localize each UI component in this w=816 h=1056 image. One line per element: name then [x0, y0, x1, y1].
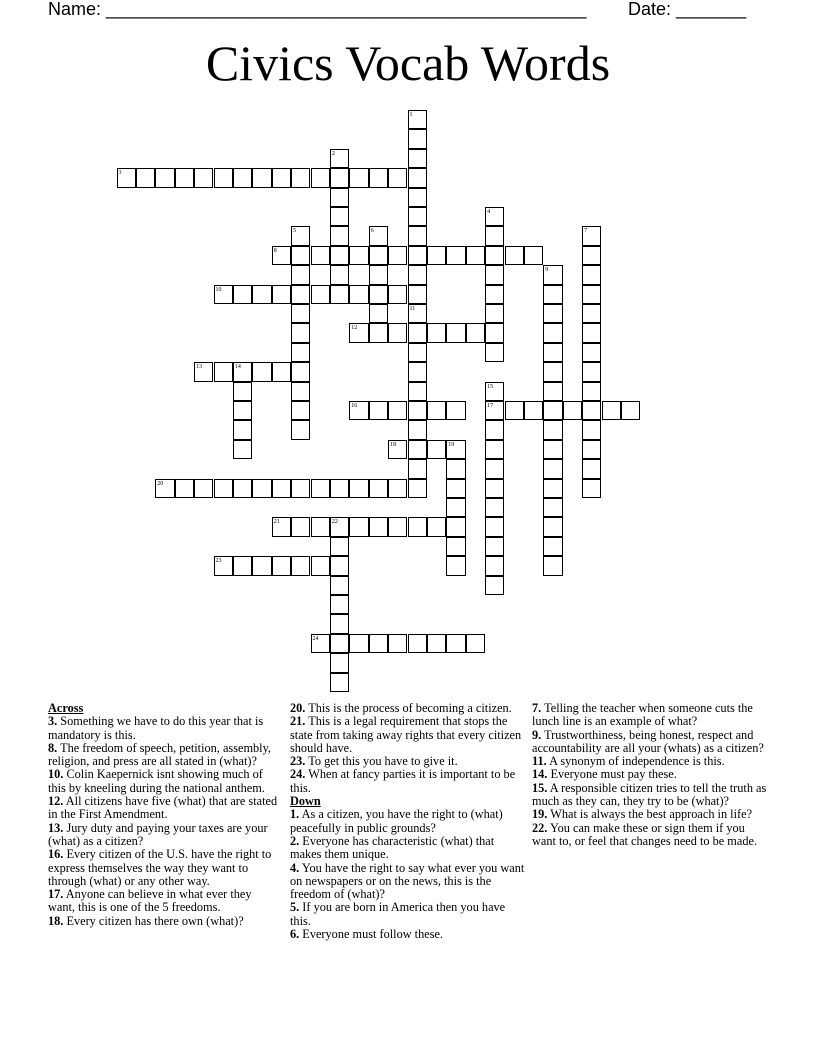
clue-item: [532, 782, 770, 809]
crossword-cell[interactable]: [466, 246, 485, 265]
crossword-cell[interactable]: [349, 479, 368, 498]
crossword-cell[interactable]: [408, 517, 427, 536]
clue-text: A responsible citizen tries to tell the truth as much as they can, they try to be (what)?: [532, 780, 767, 809]
crossword-cell[interactable]: [233, 440, 252, 459]
crossword-cell[interactable]: [408, 382, 427, 401]
crossword-cell[interactable]: [582, 401, 601, 420]
crossword-cell[interactable]: [427, 323, 446, 342]
crossword-cell[interactable]: [408, 343, 427, 362]
crossword-cell[interactable]: [252, 285, 271, 304]
crossword-cell[interactable]: [291, 556, 310, 575]
crossword-cell[interactable]: [582, 304, 601, 323]
crossword-cell[interactable]: [388, 479, 407, 498]
crossword-cell[interactable]: [349, 246, 368, 265]
crossword-cell[interactable]: [214, 479, 233, 498]
clue-text: You have the right to say what ever you want on newspapers or on the news, this is the freedom of (what)?: [290, 860, 525, 902]
crossword-cell[interactable]: [330, 614, 349, 633]
crossword-cell[interactable]: [291, 323, 310, 342]
crossword-cell[interactable]: [485, 323, 504, 342]
crossword-cell[interactable]: [408, 362, 427, 381]
crossword-cell[interactable]: [427, 440, 446, 459]
crossword-cell[interactable]: [543, 304, 562, 323]
clue-number: 9.: [532, 727, 542, 742]
name-field-label[interactable]: Name: ________________________________________________: [48, 0, 587, 19]
clue-text: This is a legal requirement that stops the state from taking away rights that every citizen should have.: [290, 714, 522, 755]
crossword-cell[interactable]: [408, 323, 427, 342]
clue-item: [290, 808, 526, 835]
crossword-cell[interactable]: [543, 498, 562, 517]
crossword-cell[interactable]: [408, 479, 427, 498]
crossword-cell[interactable]: [524, 246, 543, 265]
clue-number-label: 1: [409, 112, 413, 118]
clue-item: [48, 888, 280, 915]
crossword-cell[interactable]: [485, 285, 504, 304]
crossword-cell[interactable]: [485, 420, 504, 439]
crossword-cell[interactable]: [485, 517, 504, 536]
clue-item: [48, 795, 280, 822]
crossword-cell[interactable]: [311, 285, 330, 304]
clue-column-1: [48, 702, 280, 928]
crossword-cell[interactable]: [485, 440, 504, 459]
crossword-cell[interactable]: [466, 634, 485, 653]
crossword-cell[interactable]: [330, 479, 349, 498]
crossword-cell[interactable]: [369, 304, 388, 323]
clue-number-label: 13: [196, 364, 203, 371]
clue-number-label: 8: [273, 247, 277, 254]
clue-text: As a citizen, you have the right to (what) peacefully in public grounds?: [290, 807, 503, 835]
crossword-cell[interactable]: [485, 498, 504, 517]
crossword-cell[interactable]: [330, 265, 349, 284]
clue-text: Colin Kaepernick isnt showing much of this by kneeling during the national anthem.: [48, 767, 265, 795]
crossword-cell[interactable]: [505, 401, 524, 420]
crossword-cell[interactable]: [485, 246, 504, 265]
page-title: Civics Vocab Words: [205, 35, 611, 91]
clue-item: [290, 862, 526, 902]
date-field-label[interactable]: Date: _______: [628, 0, 747, 19]
clue-number-label: 18: [390, 441, 397, 448]
clue-item: [532, 808, 770, 821]
clue-number: 1.: [290, 807, 300, 822]
clue-text: Everyone must follow these.: [299, 927, 444, 942]
clue-number-label: 4: [487, 209, 491, 215]
crossword-cell[interactable]: [291, 246, 310, 265]
crossword-cell[interactable]: [427, 246, 446, 265]
crossword-cell[interactable]: [136, 168, 155, 187]
crossword-cell[interactable]: [485, 479, 504, 498]
crossword-cell[interactable]: [408, 188, 427, 207]
crossword-cell[interactable]: [311, 517, 330, 536]
crossword-cell[interactable]: [388, 401, 407, 420]
crossword-cell[interactable]: [543, 343, 562, 362]
clue-number: 16.: [48, 847, 64, 862]
crossword-cell[interactable]: [543, 517, 562, 536]
clue-text: If you are born in America then you have this.: [290, 900, 506, 928]
crossword-cell[interactable]: [291, 479, 310, 498]
crossword-cell[interactable]: [388, 285, 407, 304]
clue-text: Every citizen of the U.S. have the right to express themselves the way they want to through (what) or any other way.: [48, 847, 272, 888]
crossword-cell[interactable]: [369, 265, 388, 284]
crossword-cell[interactable]: [252, 479, 271, 498]
crossword-cell[interactable]: [582, 246, 601, 265]
clue-number: 24.: [290, 767, 306, 782]
crossword-cell[interactable]: [485, 265, 504, 284]
crossword-cell[interactable]: [543, 459, 562, 478]
crossword-cell[interactable]: [408, 440, 427, 459]
crossword-cell[interactable]: [543, 440, 562, 459]
crossword-cell[interactable]: [175, 479, 194, 498]
crossword-cell[interactable]: [194, 479, 213, 498]
clue-item: [48, 848, 280, 888]
clue-number-label: 2: [331, 150, 335, 157]
crossword-cell[interactable]: [233, 401, 252, 420]
clue-item: [532, 702, 770, 729]
clue-text: Anyone can believe in what ever they want, this is one of the 5 freedoms.: [48, 887, 252, 915]
crossword-cell[interactable]: [582, 265, 601, 284]
crossword-cell[interactable]: [175, 168, 194, 187]
clue-item: [532, 768, 770, 781]
clue-number-label: 15: [487, 383, 494, 390]
clue-item: [290, 715, 526, 755]
crossword-cell[interactable]: [543, 285, 562, 304]
clue-number: 15.: [532, 780, 548, 795]
crossword-cell[interactable]: [291, 401, 310, 420]
crossword-cell[interactable]: [233, 420, 252, 439]
clue-number-label: 19: [448, 441, 455, 448]
crossword-cell[interactable]: [272, 285, 291, 304]
crossword-cell[interactable]: [233, 556, 252, 575]
crossword-cell[interactable]: [427, 634, 446, 653]
crossword-cell[interactable]: [582, 459, 601, 478]
clue-number-label: 23: [215, 558, 222, 565]
crossword-cell[interactable]: [330, 168, 349, 187]
clue-item: [290, 901, 526, 928]
clue-number: 17.: [48, 887, 64, 902]
crossword-cell[interactable]: [485, 537, 504, 556]
crossword-cell[interactable]: [369, 323, 388, 342]
crossword-cell[interactable]: [291, 168, 310, 187]
clue-item: [290, 755, 526, 768]
clue-number: 3.: [48, 714, 58, 729]
crossword-cell[interactable]: [582, 285, 601, 304]
crossword-cell[interactable]: [543, 556, 562, 575]
crossword-cell[interactable]: [446, 459, 465, 478]
crossword-cell[interactable]: [330, 226, 349, 245]
clue-number-label: 24: [312, 635, 319, 642]
crossword-cell[interactable]: [330, 634, 349, 653]
crossword-cell[interactable]: [408, 634, 427, 653]
crossword-cell[interactable]: [427, 401, 446, 420]
clue-number-label: 21: [273, 519, 280, 526]
clue-number: 23.: [290, 754, 306, 769]
down-heading: Down: [290, 794, 321, 809]
crossword-cell[interactable]: [233, 479, 252, 498]
crossword-cell[interactable]: [291, 420, 310, 439]
clue-number: 21.: [290, 714, 306, 729]
crossword-cell[interactable]: [446, 517, 465, 536]
clue-text: Every citizen has there own (what)?: [63, 913, 244, 928]
clue-number: 11.: [532, 754, 547, 769]
crossword-cell[interactable]: [485, 556, 504, 575]
crossword-cell[interactable]: [408, 265, 427, 284]
crossword-cell[interactable]: [330, 673, 349, 692]
crossword-cell[interactable]: [330, 537, 349, 556]
crossword-cell[interactable]: [582, 440, 601, 459]
crossword-cell[interactable]: [349, 517, 368, 536]
crossword-cell[interactable]: [563, 401, 582, 420]
crossword-cell[interactable]: [408, 401, 427, 420]
crossword-cell[interactable]: [543, 323, 562, 342]
crossword-cell[interactable]: [446, 556, 465, 575]
crossword-cell[interactable]: [233, 285, 252, 304]
clue-text: When at fancy parties it is important to be this.: [290, 767, 516, 795]
clue-number-label: 9: [545, 267, 549, 274]
clue-number-label: 11: [409, 306, 416, 312]
crossword-cell[interactable]: [330, 285, 349, 304]
clue-text: Everyone has characteristic (what) that makes them unique.: [290, 833, 495, 862]
crossword-cell[interactable]: [330, 207, 349, 226]
crossword-cell[interactable]: [369, 168, 388, 187]
clue-number: 20.: [290, 701, 306, 715]
crossword-cell[interactable]: [291, 265, 310, 284]
clue-number-label: 17: [487, 403, 494, 409]
crossword-cell[interactable]: [252, 362, 271, 381]
crossword-cell[interactable]: [408, 129, 427, 148]
crossword-cell[interactable]: [543, 420, 562, 439]
clue-number: 8.: [48, 740, 58, 755]
crossword-cell[interactable]: [291, 304, 310, 323]
clue-number: 7.: [532, 701, 542, 715]
crossword-cell[interactable]: [446, 498, 465, 517]
clue-number: 13.: [48, 820, 64, 835]
crossword-cell[interactable]: [155, 168, 174, 187]
clue-text: Everyone must pay these.: [547, 767, 677, 782]
crossword-cell[interactable]: [311, 246, 330, 265]
crossword-cell[interactable]: [252, 556, 271, 575]
clue-item: [290, 702, 526, 715]
clue-text: All citizens have five (what) that are stated in the First Amendment.: [48, 794, 278, 822]
crossword-cell[interactable]: [330, 576, 349, 595]
crossword-cell[interactable]: [311, 479, 330, 498]
clue-number: 14.: [532, 767, 548, 782]
clue-item: [48, 915, 280, 928]
clue-text: What is always the best approach in life?: [547, 807, 753, 822]
clue-number-label: 14: [234, 364, 241, 371]
crossword-cell[interactable]: [408, 285, 427, 304]
crossword-cell[interactable]: [311, 556, 330, 575]
clue-text: A synonym of independence is this.: [546, 754, 725, 769]
crossword-cell[interactable]: [311, 168, 330, 187]
crossword-cell[interactable]: [582, 420, 601, 439]
clue-text: You can make these or sign them if you want to, or feel that changes need to be made.: [532, 820, 758, 848]
crossword-cell[interactable]: [485, 343, 504, 362]
clue-text: Telling the teacher when someone cuts the lunch line is an example of what?: [532, 701, 753, 729]
crossword-cell[interactable]: [543, 362, 562, 381]
crossword-cell[interactable]: [505, 246, 524, 265]
clue-item: [532, 755, 770, 768]
clue-number-label: 22: [331, 519, 338, 526]
clue-number-label: 6: [370, 228, 374, 235]
clue-number-label: 16: [351, 403, 358, 409]
crossword-cell[interactable]: [582, 323, 601, 342]
crossword-cell[interactable]: [369, 401, 388, 420]
crossword-cell[interactable]: [330, 653, 349, 672]
crossword-cell[interactable]: [272, 362, 291, 381]
crossword-cell[interactable]: [446, 634, 465, 653]
clue-number: 12.: [48, 794, 64, 809]
crossword-cell[interactable]: [582, 362, 601, 381]
clue-item: [532, 729, 770, 756]
crossword-cell[interactable]: [408, 226, 427, 245]
clue-item: [48, 742, 280, 769]
crossword-cell[interactable]: [252, 168, 271, 187]
clue-item: [532, 822, 770, 849]
crossword-cell[interactable]: [388, 168, 407, 187]
clue-text: Jury duty and paying your taxes are your (what) as a citizen?: [48, 820, 268, 848]
clue-number-label: 12: [351, 325, 358, 332]
crossword-cell[interactable]: [369, 285, 388, 304]
clue-item: [290, 928, 526, 941]
crossword-cell[interactable]: [349, 634, 368, 653]
crossword-cell[interactable]: [330, 556, 349, 575]
crossword-cell[interactable]: [485, 459, 504, 478]
crossword-cell[interactable]: [485, 226, 504, 245]
crossword-cell[interactable]: [291, 285, 310, 304]
clue-text: Something we have to do this year that is mandatory is this.: [48, 714, 264, 742]
crossword-cell[interactable]: [330, 595, 349, 614]
clue-number: 4.: [290, 860, 300, 875]
crossword-cell[interactable]: [427, 517, 446, 536]
crossword-cell[interactable]: [485, 304, 504, 323]
crossword-cell[interactable]: [369, 246, 388, 265]
crossword-cell[interactable]: [272, 556, 291, 575]
crossword-cell[interactable]: [369, 517, 388, 536]
clue-number: 19.: [532, 807, 548, 822]
crossword-cell[interactable]: [582, 343, 601, 362]
crossword-cell[interactable]: [466, 323, 485, 342]
crossword-cell[interactable]: [291, 362, 310, 381]
crossword-cell[interactable]: [408, 246, 427, 265]
crossword-cell[interactable]: [388, 634, 407, 653]
clue-number-label: 20: [157, 480, 164, 487]
crossword-cell[interactable]: [214, 168, 233, 187]
crossword-cell[interactable]: [543, 382, 562, 401]
clue-text: Trustworthiness, being honest, respect and accountability are all your (whats) as a citizen?: [532, 727, 764, 755]
clue-number-label: 5: [293, 228, 297, 235]
crossword-cell[interactable]: [272, 168, 291, 187]
clue-column-2: [290, 702, 526, 941]
clue-text: To get this you have to give it.: [305, 754, 458, 769]
crossword-cell[interactable]: [369, 479, 388, 498]
crossword-cell[interactable]: [446, 401, 465, 420]
crossword-cell[interactable]: [408, 168, 427, 187]
crossword-cell[interactable]: [621, 401, 640, 420]
crossword-cell[interactable]: [194, 168, 213, 187]
crossword-cell[interactable]: [446, 479, 465, 498]
clue-number-label: 3: [118, 170, 122, 177]
clue-column-3: [532, 702, 770, 848]
crossword-cell[interactable]: [543, 537, 562, 556]
crossword-cell[interactable]: [446, 246, 465, 265]
crossword-cell[interactable]: [485, 576, 504, 595]
clue-number-label: 10: [215, 286, 222, 293]
crossword-cell[interactable]: [330, 188, 349, 207]
crossword-cell[interactable]: [543, 401, 562, 420]
clue-item: [290, 768, 526, 795]
crossword-cell[interactable]: [272, 479, 291, 498]
crossword-cell[interactable]: [291, 517, 310, 536]
crossword-cell[interactable]: [582, 382, 601, 401]
crossword-cell[interactable]: [524, 401, 543, 420]
crossword-cell[interactable]: [369, 634, 388, 653]
crossword-cell[interactable]: [408, 149, 427, 168]
clue-number: 2.: [290, 833, 300, 848]
clue-text: This is the process of becoming a citizen.: [305, 701, 512, 715]
crossword-cell[interactable]: [388, 246, 407, 265]
clue-text: The freedom of speech, petition, assembly, religion, and press are all stated in (what)?: [48, 740, 272, 769]
crossword-cell[interactable]: [602, 401, 621, 420]
clue-item: [290, 835, 526, 862]
crossword-cell[interactable]: [291, 343, 310, 362]
clue-number-label: 7: [584, 228, 588, 235]
crossword-cell[interactable]: [233, 168, 252, 187]
crossword-cell[interactable]: [291, 382, 310, 401]
clue-number: 18.: [48, 913, 64, 928]
crossword-cell[interactable]: [349, 168, 368, 187]
clue-item: [48, 715, 280, 742]
crossword-cell[interactable]: [349, 285, 368, 304]
clue-number: 5.: [290, 900, 300, 915]
crossword-cell[interactable]: [582, 479, 601, 498]
clue-item: [48, 768, 280, 795]
crossword-cell[interactable]: [446, 323, 465, 342]
clue-number: 22.: [532, 820, 548, 835]
crossword-cell[interactable]: [446, 537, 465, 556]
crossword-cell[interactable]: [388, 323, 407, 342]
across-heading: Across: [48, 701, 84, 715]
clue-item: [48, 822, 280, 849]
crossword-cell[interactable]: [214, 362, 233, 381]
crossword-cell[interactable]: [543, 479, 562, 498]
crossword-cell[interactable]: [330, 246, 349, 265]
crossword-cell[interactable]: [388, 517, 407, 536]
clue-number: 6.: [290, 927, 300, 942]
crossword-cell[interactable]: [408, 207, 427, 226]
crossword-cell[interactable]: [233, 382, 252, 401]
crossword-cell[interactable]: [408, 459, 427, 478]
crossword-cell[interactable]: [408, 420, 427, 439]
clue-number: 10.: [48, 767, 64, 782]
